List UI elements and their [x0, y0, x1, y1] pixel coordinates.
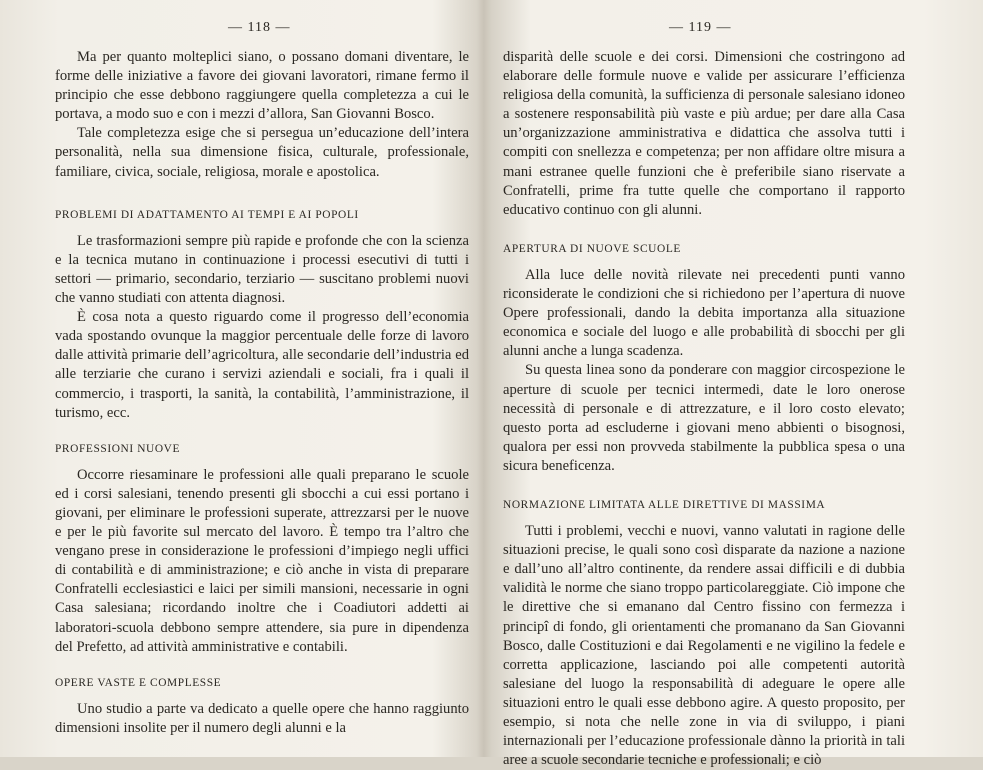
page-number: — 119 — [669, 20, 732, 35]
right-page [491, 0, 983, 769]
left-page [0, 0, 491, 757]
section-heading: PROFESSIONI NUOVE [55, 442, 181, 455]
section-heading: NORMAZIONE LIMITATA ALLE DIRETTIVE DI MASSIMA [503, 498, 826, 511]
page-number: — 118 — [228, 20, 291, 35]
paragraph: È cosa nota a questo riguardo come il progresso dell’economia vada spostando ovunque la maggior percentuale delle forze di lavoro dalle attività primarie dell’agricoltura, alle secondarie dell’industria ed alle terziarie che curano i servizi aziendali e sociali, fra i quali il commercio, i trasporti, la sanità, la contabilità, l’amministrazione, il turismo, ecc. [55, 309, 469, 421]
section-heading: OPERE VASTE E COMPLESSE [55, 676, 222, 689]
paragraph: Alla luce delle novità rilevate nei precedenti punti vanno riconsiderate le condizioni che si richiedono per l’apertura di nuove Opere professionali, dando la debita importanza alla situazione economica e sociale del luogo e alle probabilità di sbocchi per gli alunni anche a lunga scadenza. [503, 266, 905, 360]
paragraph: Uno studio a parte va dedicato a quelle opere che hanno raggiunto dimensioni insolite per il numero degli alunni e la [55, 700, 469, 736]
paragraph: Su questa linea sono da ponderare con maggior circospezione le aperture di scuole per tecnici intermedi, date le loro onerose necessità di personale e di attrezzature, e il loro costo elevato; questo porta ad escluderne i giovani meno abbienti o bisognosi, qualora per essi non provveda stabilmente la pubblica spesa o una sicura beneficenza. [503, 362, 905, 474]
paragraph: Tutti i problemi, vecchi e nuovi, vanno valutati in ragione delle situazioni precise, le quali sono così disparate da nazione a nazione e dall’uno all’altro continente, da rendere assai difficili e di dubbia validità le norme che siano troppo particolareggiate. Ciò impone che le direttive che si emanano dal Centro fissino con fermezza i principî di fondo, gli orientamenti che promanano da San Giovanni Bosco, dalle Costituzioni e dai Regolamenti e ne vigilino la fedele e corretta applicazione, lasciando poi alle competenti autorità salesiane del luogo la responsabilità di adeguare le opere alle situazioni entro le quali esse debbono agire. A questo proposito, per esempio, si nota che nelle zone in via di sviluppo, i piani internazionali per l’educazione professionale dànno la priorità in tali aree a scuole secondarie tecniche e professionali; e ciò [503, 523, 905, 769]
paragraph: disparità delle scuole e dei corsi. Dimensioni che costringono ad elaborare delle formule nuove e valide per assicurare l’efficienza religiosa della comunità, la sufficienza di personale salesiano idoneo a sostenere responsabilità più vaste e più ardue; per dare alla Casa un’organizzazione amministrativa e didattica che assolva tutti i compiti con snellezza e competenza; per non affidare oltre misura a mani estranee quelle funzioni che è preferibile siano riservate a Confratelli, prime fra tutte quelle che comportano il rapporto educativo continuo con gli alunni. [503, 49, 905, 218]
paragraph: Occorre riesaminare le professioni alle quali preparano le scuole ed i corsi salesiani, tenendo presenti gli sbocchi a cui essi portano i giovani, per eliminare le professioni superate, attrezzarsi per le nuove e per le più favorite sul mercato del lavoro. È tempo tra l’altro che vengano prese in considerazione le professioni d’impiego negli uffici di contabilità e di amministrazione; e ciò anche in vista di preparare Confratelli ecclesiastici e laici per simili mansioni, necessarie in ogni Casa salesiana; ricordando inoltre che i Coadiutori addetti ai laboratori-scuola debbono sempre attendere, sia pure in dipendenza del Prefetto, ad attività amministrative e contabili. [55, 466, 469, 655]
paragraph: Tale completezza esige che si persegua un’educazione dell’intera personalità, nella sua dimensione fisica, culturale, professionale, familiare, civica, sociale, religiosa, morale e apostolica. [55, 125, 469, 180]
paragraph: Le trasformazioni sempre più rapide e profonde che con la scienza e la tecnica mutano in continuazione i processi esecutivi di tutti i settori — primario, secondario, terziario — suscitano problemi nuovi che vanno studiati con attenta diagnosi. [55, 232, 469, 307]
paragraph: Ma per quanto molteplici siano, o possano domani diventare, le forme delle iniziative a favore dei giovani lavoratori, rimane fermo il principio che esse debbono raggiungere quella completezza a cui le portava, a modo suo e con i mezzi d’allora, San Giovanni Bosco. [55, 49, 469, 123]
section-heading: PROBLEMI DI ADATTAMENTO AI TEMPI E AI POPOLI [55, 208, 359, 221]
page-text [503, 48, 905, 770]
section-heading: APERTURA DI NUOVE SCUOLE [503, 242, 681, 255]
page-text [55, 48, 469, 738]
